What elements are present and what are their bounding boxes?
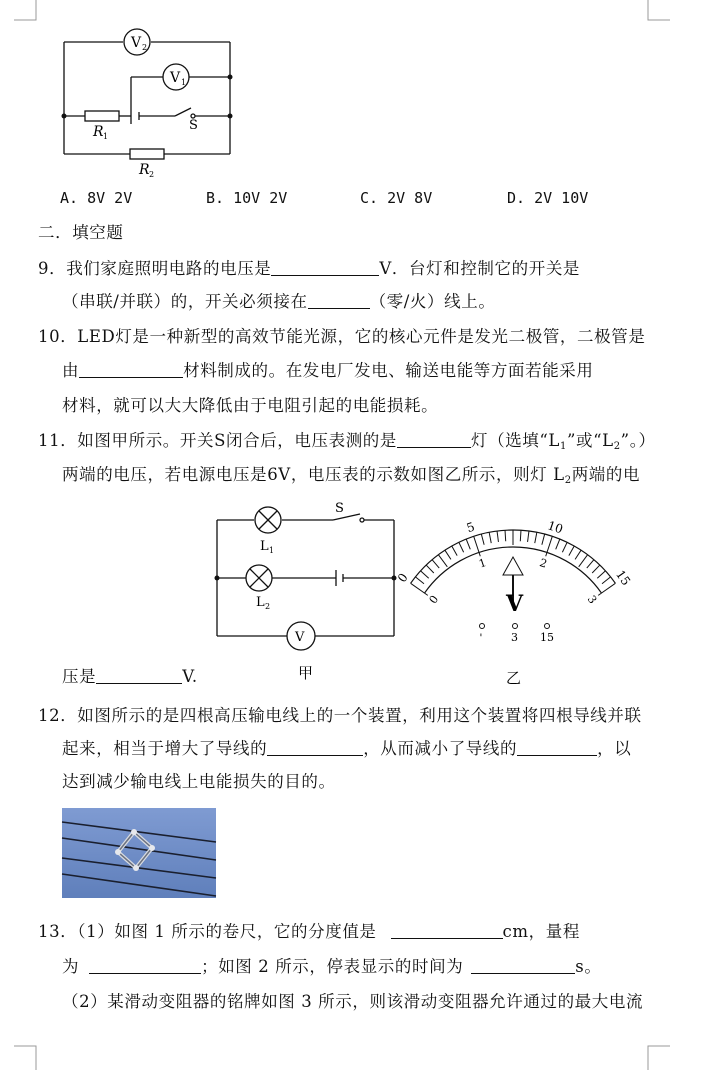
switch-s-label: S (335, 501, 344, 516)
dial-tick (505, 530, 506, 541)
question-12-line-1: 12．如图所示的是四根高压输电线上的一个装置，利用这个装置将四根导线并联 (38, 706, 642, 725)
q9-blank-line[interactable] (308, 293, 370, 309)
dial-inner-label: 3 (584, 593, 600, 607)
question-9-line-1: 9．我们家庭照明电路的电压是 V．台灯和控制它的开关是 (38, 259, 581, 278)
voltmeter-label: V (295, 630, 305, 645)
v1-label: V (170, 70, 181, 86)
dial-tick (411, 583, 428, 595)
dial-inner-label: 1 (477, 556, 489, 571)
dial-tick (520, 530, 521, 541)
dial-tick (489, 532, 491, 543)
dial-tick (598, 583, 615, 595)
option-b[interactable]: B. 10V 2V (206, 189, 288, 207)
dial-tick (575, 550, 581, 559)
question-13-line-1: 13．（1）如图 1 所示的卷尺，它的分度值是 cm，量程 (38, 922, 580, 941)
dial-tick (579, 555, 588, 567)
q11-blank-voltage[interactable] (96, 668, 182, 684)
dial-tick (569, 546, 574, 556)
question-11-line-2: 两端的电压，若电源电压是6V，电压表的示数如图乙所示，则灯 $L_2$两端的电 (62, 465, 641, 486)
question-13-line-2: 为 ；如图 2 所示，停表显示的时间为 s。 (62, 957, 602, 976)
circuit-diagram-1 (55, 28, 245, 180)
q11-blank-lamp[interactable] (397, 432, 471, 448)
dial-tick (556, 539, 560, 549)
r1-sub: 1 (103, 132, 109, 141)
power-line-spacer-photo (62, 808, 216, 898)
dial-outer-label: 10 (545, 518, 565, 537)
q12-blank-1[interactable] (267, 740, 363, 756)
dial-inner-label: 0 (426, 593, 442, 607)
question-10-line-1: 10．LED灯是一种新型的高效节能光源，它的核心元件是发光二极管，二极管是 (38, 327, 646, 346)
dial-tick (415, 577, 424, 584)
dial-tick (445, 550, 451, 559)
question-12-line-2: 起来，相当于增大了导线的 ，从而减小了导线的 ，以 (62, 739, 632, 758)
question-10-line-2: 由 材料制成的。在发电厂发电、输送电能等方面若能采用 (62, 361, 594, 380)
l2-sub: 2 (265, 602, 271, 611)
q9-blank-voltage[interactable] (271, 260, 379, 276)
dial-outer-label: 5 (464, 519, 477, 536)
dial-outer-label: 0 (394, 570, 411, 585)
dial-tick (459, 542, 464, 552)
question-11-line-3: 压是 V. (62, 667, 198, 686)
question-9-line-2: （串联/并联）的，开关必须接在 （零/火）线上。 (62, 292, 496, 311)
question-12-line-3: 达到减少输电线上电能损失的目的。 (62, 772, 336, 791)
question-10-line-3: 材料，就可以大大降低由于电阻引起的电能损耗。 (62, 396, 439, 415)
dial-tick (542, 534, 545, 545)
dial-tick (481, 534, 484, 545)
needle-pointer-icon (503, 557, 523, 575)
r1-label: R (93, 124, 104, 140)
dial-tick (528, 531, 529, 542)
dial-tick (426, 565, 434, 573)
figure-jia-label: 甲 (298, 664, 314, 682)
circuit-diagram-jia (210, 498, 405, 688)
section-title: 二．填空题 (38, 223, 124, 242)
terminal-15: 15 (540, 631, 554, 644)
option-c[interactable]: C. 2V 8V (360, 189, 433, 207)
dial-tick (466, 539, 470, 549)
q10-blank-material[interactable] (79, 362, 183, 378)
dial-outer-label: 15 (613, 567, 634, 589)
option-d[interactable]: D. 2V 10V (507, 189, 589, 207)
l1-label: L (260, 539, 269, 554)
figure-yi-label: 乙 (506, 669, 522, 687)
dial-tick (602, 577, 611, 584)
voltmeter-dial-yi (394, 505, 634, 690)
dial-tick (432, 560, 439, 568)
q12-blank-2[interactable] (517, 740, 597, 756)
q13-blank-division[interactable] (391, 923, 503, 939)
dial-tick (452, 546, 457, 556)
dial-inner-label: 2 (537, 556, 549, 571)
dial-tick (535, 532, 537, 543)
dial-tick (438, 555, 447, 567)
r2-sub: 2 (149, 170, 155, 179)
question-11-line-1: 11．如图甲所示。开关S闭合后，电压表测的是 灯（选填“$L_1$”或“$L_2$”。） (38, 431, 656, 452)
dial-tick (597, 571, 605, 578)
needle-base-icon: V (506, 591, 524, 617)
dial-tick (497, 531, 498, 542)
q13-blank-range[interactable] (89, 958, 201, 974)
l2-label: L (256, 595, 265, 610)
switch-label: S (189, 118, 198, 133)
terminal-3: 3 (511, 631, 518, 644)
question-13-line-3: （2）某滑动变阻器的铭牌如图 3 所示，则该滑动变阻器允许通过的最大电流 (62, 992, 644, 1011)
l1-sub: 1 (269, 546, 275, 555)
dial-tick (421, 571, 429, 578)
dial-tick (587, 560, 594, 568)
terminal-minus: - (475, 633, 488, 637)
v2-sub: 2 (142, 43, 148, 52)
q13-blank-time[interactable] (471, 958, 575, 974)
dial-tick (562, 542, 567, 552)
dial-tick (592, 565, 600, 573)
v1-sub: 1 (181, 78, 187, 87)
r2-label: R (139, 162, 150, 178)
option-a[interactable]: A. 8V 2V (60, 189, 133, 207)
v2-label: V (131, 35, 142, 51)
